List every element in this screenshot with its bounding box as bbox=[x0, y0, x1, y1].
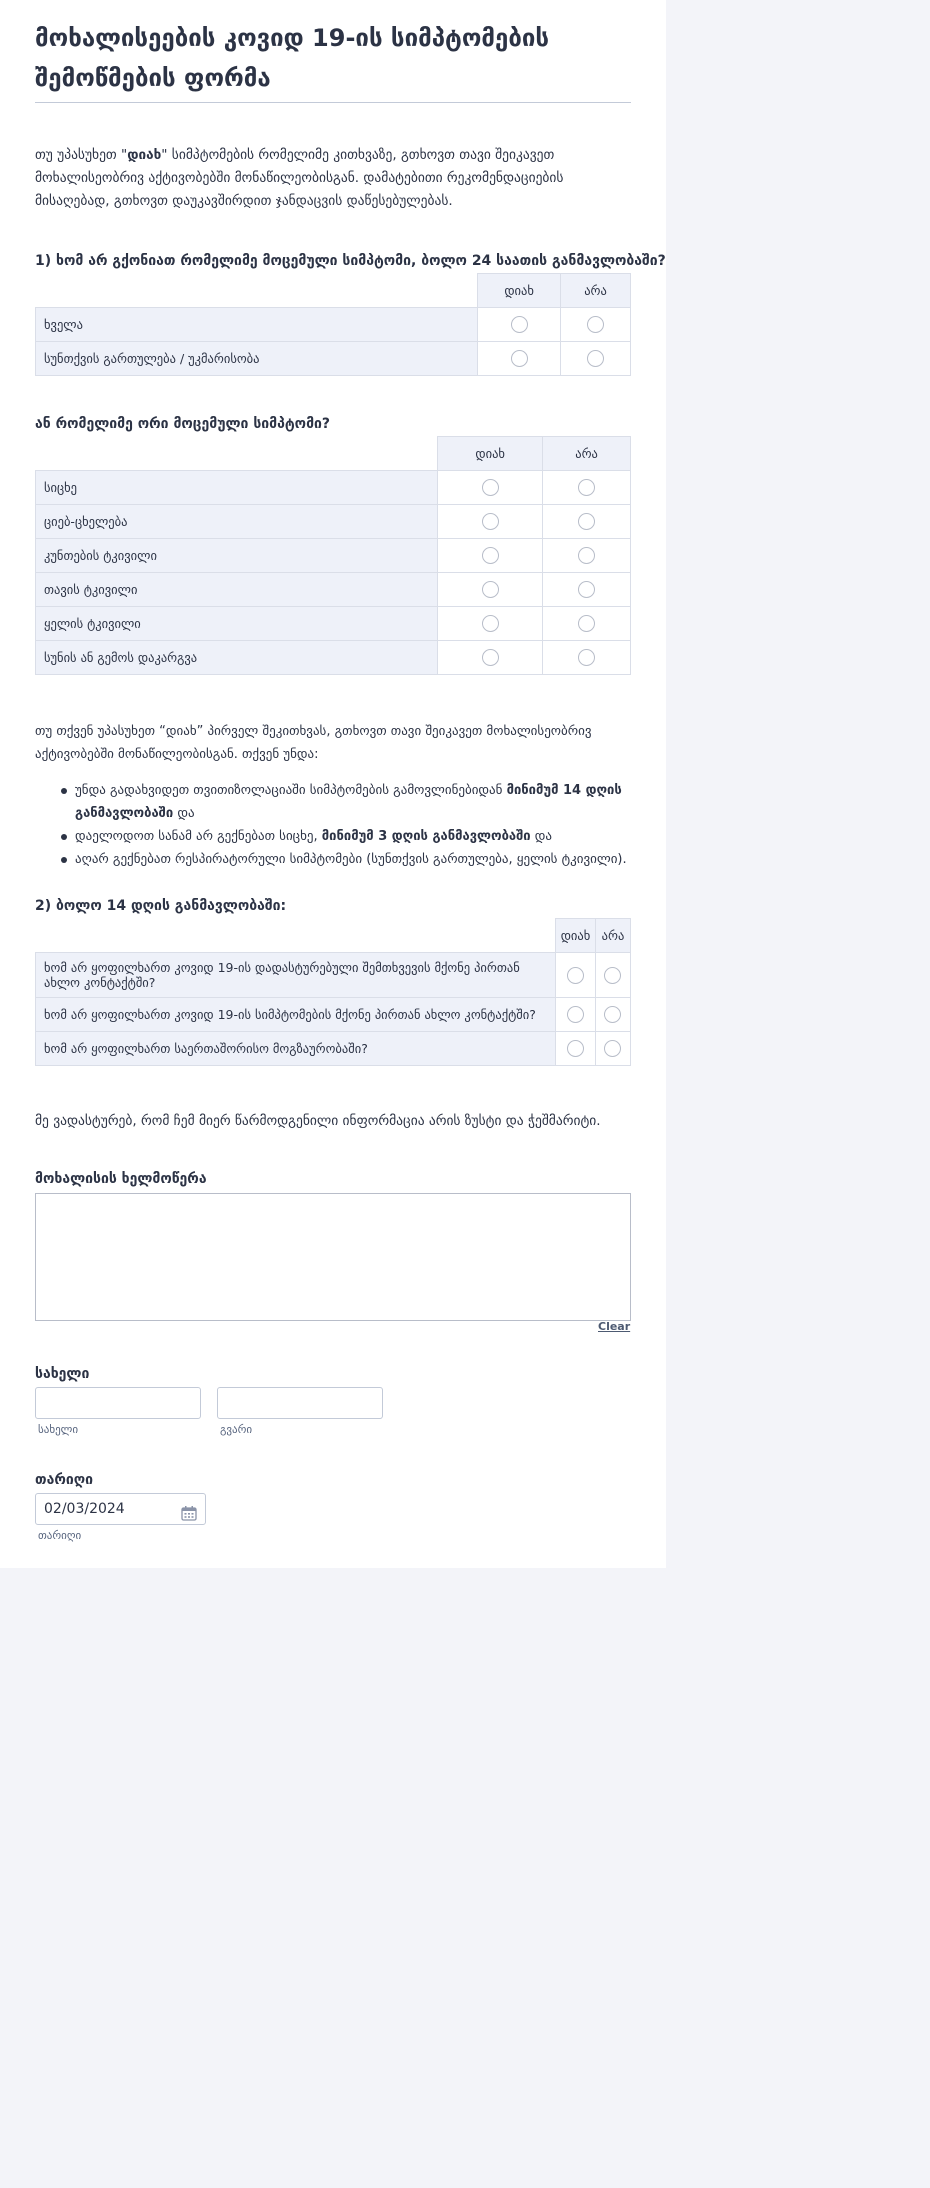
radio-button[interactable] bbox=[578, 615, 595, 632]
radio-button[interactable] bbox=[578, 547, 595, 564]
table-row bbox=[36, 505, 631, 539]
radio-button[interactable] bbox=[482, 513, 499, 530]
q1b-cell-no bbox=[543, 641, 631, 675]
intro-paragraph bbox=[35, 144, 631, 213]
radio-button[interactable] bbox=[482, 581, 499, 598]
radio-button[interactable] bbox=[511, 350, 528, 367]
q1-cell-no bbox=[561, 342, 631, 376]
first-name-input[interactable] bbox=[35, 1387, 201, 1419]
q1b-row-label: კუნთების ტკივილი bbox=[36, 539, 438, 573]
radio-button[interactable] bbox=[604, 1006, 621, 1023]
date-value: 02/03/2024 bbox=[44, 1501, 125, 1517]
date-label: თარიღი bbox=[35, 1472, 94, 1488]
q1b-row-label: სიცხე bbox=[36, 471, 438, 505]
q1-row-label: ხველა bbox=[36, 308, 478, 342]
bullet-3-text: აღარ გექნებათ რესპირატორული სიმპტომები (სუნთქვის გართულება, ყელის ტკივილი). bbox=[75, 852, 627, 867]
list-item bbox=[35, 779, 631, 825]
radio-button[interactable] bbox=[587, 350, 604, 367]
radio-button[interactable] bbox=[578, 649, 595, 666]
q1b-cell-no bbox=[543, 505, 631, 539]
isolation-note: თუ თქვენ უპასუხეთ “დიახ” პირველ შეკითხვას, გთხოვთ თავი შეიკავეთ მოხალისეობრივ აქტივობებში მონაწილეობისგან. თქვენ უნდა: bbox=[35, 724, 592, 762]
table-row bbox=[36, 471, 631, 505]
confirmation-text: მე ვადასტურებ, რომ ჩემ მიერ წარმოდგენილი ინფორმაცია არის ზუსტი და ჭეშმარიტი. bbox=[35, 1113, 601, 1129]
list-item bbox=[35, 825, 631, 848]
q1-col-no: არა bbox=[561, 274, 631, 308]
q2-cell-yes bbox=[556, 998, 596, 1032]
q2-row-label: ხომ არ ყოფილხართ კოვიდ 19-ის სიმპტომების მქონე პირთან ახლო კონტაქტში? bbox=[36, 998, 556, 1032]
table-row bbox=[36, 539, 631, 573]
table-row bbox=[36, 953, 631, 998]
radio-button[interactable] bbox=[482, 615, 499, 632]
q1-title: 1) ხომ არ გქონიათ რომელიმე მოცემული სიმპტომი, ბოლო 24 საათის განმავლობაში? bbox=[35, 253, 666, 269]
q1-cell-no bbox=[561, 308, 631, 342]
radio-button[interactable] bbox=[567, 1040, 584, 1057]
table-row bbox=[36, 1032, 631, 1066]
bullet-2-bold: მინიმუმ 3 დღის განმავლობაში bbox=[321, 829, 531, 844]
clear-signature-link[interactable]: Clear bbox=[598, 1320, 631, 1333]
radio-button[interactable] bbox=[604, 967, 621, 984]
q1b-col-yes: დიახ bbox=[438, 437, 543, 471]
q1b-col-no: არა bbox=[543, 437, 631, 471]
q1b-matrix bbox=[35, 436, 631, 675]
q1b-row-label: სუნის ან გემოს დაკარგვა bbox=[36, 641, 438, 675]
q1b-row-label: ყელის ტკივილი bbox=[36, 607, 438, 641]
q2-cell-yes bbox=[556, 953, 596, 998]
q1b-cell-yes bbox=[438, 607, 543, 641]
q2-row-label: ხომ არ ყოფილხართ კოვიდ 19-ის დადასტურებული შემთხვევის მქონე პირთან ახლო კონტაქტში? bbox=[36, 953, 556, 998]
q1-col-yes: დიახ bbox=[478, 274, 561, 308]
header-divider bbox=[35, 102, 631, 103]
intro-text-1: თუ უპასუხეთ " bbox=[35, 147, 128, 163]
radio-button[interactable] bbox=[578, 581, 595, 598]
q2-col-no: არა bbox=[595, 919, 630, 953]
q2-col-yes: დიახ bbox=[556, 919, 596, 953]
q1b-cell-no bbox=[543, 539, 631, 573]
radio-button[interactable] bbox=[587, 316, 604, 333]
table-row bbox=[36, 573, 631, 607]
form-title: მოხალისეების კოვიდ 19-ის სიმპტომების შემოწმების ფორმა bbox=[35, 24, 550, 92]
radio-button[interactable] bbox=[567, 1006, 584, 1023]
bullet-2-end: და bbox=[530, 829, 553, 844]
q1b-cell-no bbox=[543, 471, 631, 505]
calendar-icon[interactable] bbox=[181, 1502, 197, 1517]
q1b-row-label: ციებ-ცხელება bbox=[36, 505, 438, 539]
radio-button[interactable] bbox=[511, 316, 528, 333]
date-input[interactable] bbox=[35, 1493, 206, 1525]
q1-cell-yes bbox=[478, 308, 561, 342]
q2-row-label: ხომ არ ყოფილხართ საერთაშორისო მოგზაურობაში? bbox=[36, 1032, 556, 1066]
last-name-input[interactable] bbox=[217, 1387, 383, 1419]
q1b-cell-yes bbox=[438, 641, 543, 675]
isolation-list bbox=[35, 779, 631, 871]
q1b-cell-yes bbox=[438, 573, 543, 607]
q1b-cell-yes bbox=[438, 539, 543, 573]
q1b-cell-yes bbox=[438, 471, 543, 505]
q1b-row-label: თავის ტკივილი bbox=[36, 573, 438, 607]
q1b-empty-header bbox=[36, 437, 438, 471]
q1b-cell-yes bbox=[438, 505, 543, 539]
q2-cell-no bbox=[595, 1032, 630, 1066]
radio-button[interactable] bbox=[578, 513, 595, 530]
signature-pad[interactable] bbox=[35, 1193, 631, 1321]
q1-row-label: სუნთქვის გართულება / უკმარისობა bbox=[36, 342, 478, 376]
intro-text-2: " სიმპტომების რომელიმე კითხვაზე, გთხოვთ თავი შეიკავეთ მოხალისეობრივ აქტივობებში მონაწილეობისგან. დამატებითი რეკომენდაციების მისაღებად, გთხოვთ დაუკავშირდით ჯანდაცვის დაწესებულებას. bbox=[35, 147, 564, 209]
bullet-1-end: და bbox=[173, 806, 195, 821]
q1b-title: ან რომელიმე ორი მოცემული სიმპტომი? bbox=[35, 416, 331, 432]
signature-label: მოხალისის ხელმოწერა bbox=[35, 1171, 207, 1187]
name-label: სახელი bbox=[35, 1366, 90, 1382]
date-sublabel: თარიღი bbox=[38, 1529, 82, 1542]
q1-empty-header bbox=[36, 274, 478, 308]
q1-matrix bbox=[35, 273, 631, 376]
radio-button[interactable] bbox=[567, 967, 584, 984]
intro-text-bold: დიახ bbox=[127, 147, 162, 163]
bullet-1-bold: მინიმუმ 14 დღის განმავლობაში bbox=[75, 783, 622, 821]
radio-button[interactable] bbox=[604, 1040, 621, 1057]
bullet-1-text: უნდა გადახვიდეთ თვითიზოლაციაში სიმპტომების გამოვლინებიდან bbox=[75, 783, 507, 798]
first-name-sublabel: სახელი bbox=[38, 1423, 79, 1436]
q2-cell-no bbox=[595, 953, 630, 998]
table-row bbox=[36, 308, 631, 342]
q2-matrix bbox=[35, 918, 631, 1066]
radio-button[interactable] bbox=[482, 479, 499, 496]
bullet-2-text: დაელოდოთ სანამ არ გექნებათ სიცხე, bbox=[75, 829, 322, 844]
table-row bbox=[36, 641, 631, 675]
table-row bbox=[36, 342, 631, 376]
radio-button[interactable] bbox=[578, 479, 595, 496]
radio-button[interactable] bbox=[482, 547, 499, 564]
q1b-cell-no bbox=[543, 607, 631, 641]
q1-cell-yes bbox=[478, 342, 561, 376]
q1b-cell-no bbox=[543, 573, 631, 607]
list-item bbox=[35, 848, 631, 871]
last-name-sublabel: გვარი bbox=[220, 1423, 253, 1436]
table-row bbox=[36, 607, 631, 641]
q2-empty-header bbox=[36, 919, 556, 953]
radio-button[interactable] bbox=[482, 649, 499, 666]
q2-cell-yes bbox=[556, 1032, 596, 1066]
q2-cell-no bbox=[595, 998, 630, 1032]
q2-title: 2) ბოლო 14 დღის განმავლობაში: bbox=[35, 898, 287, 914]
table-row bbox=[36, 998, 631, 1032]
